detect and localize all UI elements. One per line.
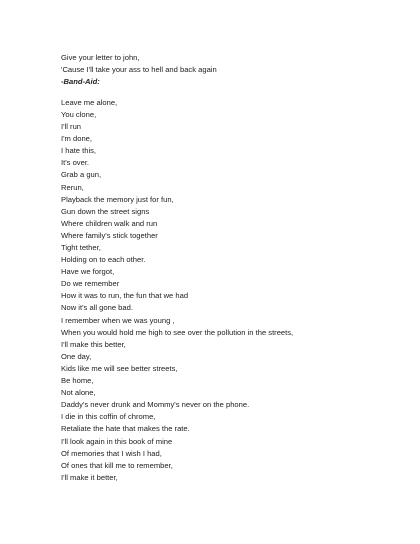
poem-line: Holding on to each other. xyxy=(61,255,146,265)
poem-line: Do we remember xyxy=(61,279,120,289)
poem-line: I'm done, xyxy=(61,134,92,144)
poem-line: Tight tether, xyxy=(61,243,101,252)
poem-line: It's over. xyxy=(61,158,90,168)
poem-line: Now it's all gone bad. xyxy=(61,303,133,313)
poem-line: I'll run xyxy=(61,122,82,132)
intro-stanza xyxy=(61,52,391,88)
poem-line: I'll make it better, xyxy=(61,472,118,482)
poem-line: I die in this coffin of chrome, xyxy=(61,412,156,422)
poem-line: Not alone, xyxy=(61,388,96,398)
poem-line: I remember when we was young , xyxy=(61,315,175,325)
poem-line: One day, xyxy=(61,351,92,361)
poem-line: Kids like me will see better streets, xyxy=(61,363,178,373)
poem-line: Daddy's never drunk and Mommy's never on the phone. xyxy=(61,400,250,410)
poem-line: Of memories that I wish I had, xyxy=(61,448,162,458)
section-heading: -Band-Aid: xyxy=(61,77,100,87)
text-body xyxy=(61,52,391,484)
poem-line: Have we forgot, xyxy=(61,267,115,277)
poem-line: Of ones that kill me to remember, xyxy=(61,460,173,470)
poem-line: How it was to run, the fun that we had xyxy=(61,291,189,301)
poem-line: I'll make this better, xyxy=(61,339,126,349)
poem-line: Gun down the street signs xyxy=(61,206,150,216)
poem-line: Retaliate the hate that makes the rate. xyxy=(61,424,190,434)
poem-line: Grab a gun, xyxy=(61,170,102,180)
poem-line: Playback the memory just for fun, xyxy=(61,194,174,204)
intro-line-2: 'Cause I'll take your ass to hell and back again xyxy=(61,65,217,75)
poem-line: I'll look again in this book of mine xyxy=(61,436,173,446)
poem-stanza xyxy=(61,97,391,484)
poem-line: When you would hold me high to see over the pollution in the streets, xyxy=(61,327,294,337)
poem-line: Leave me alone, xyxy=(61,97,118,107)
poem-line: Rerun, xyxy=(61,182,84,192)
poem-line: Where children walk and run xyxy=(61,218,158,228)
poem-line: I hate this, xyxy=(61,146,97,156)
poem-line: Be home, xyxy=(61,376,94,386)
poem-line: Where family's stick together xyxy=(61,230,158,240)
intro-line-1: Give your letter to john, xyxy=(61,53,140,62)
poem-line: You clone, xyxy=(61,109,97,119)
stanza-gap xyxy=(61,88,391,97)
